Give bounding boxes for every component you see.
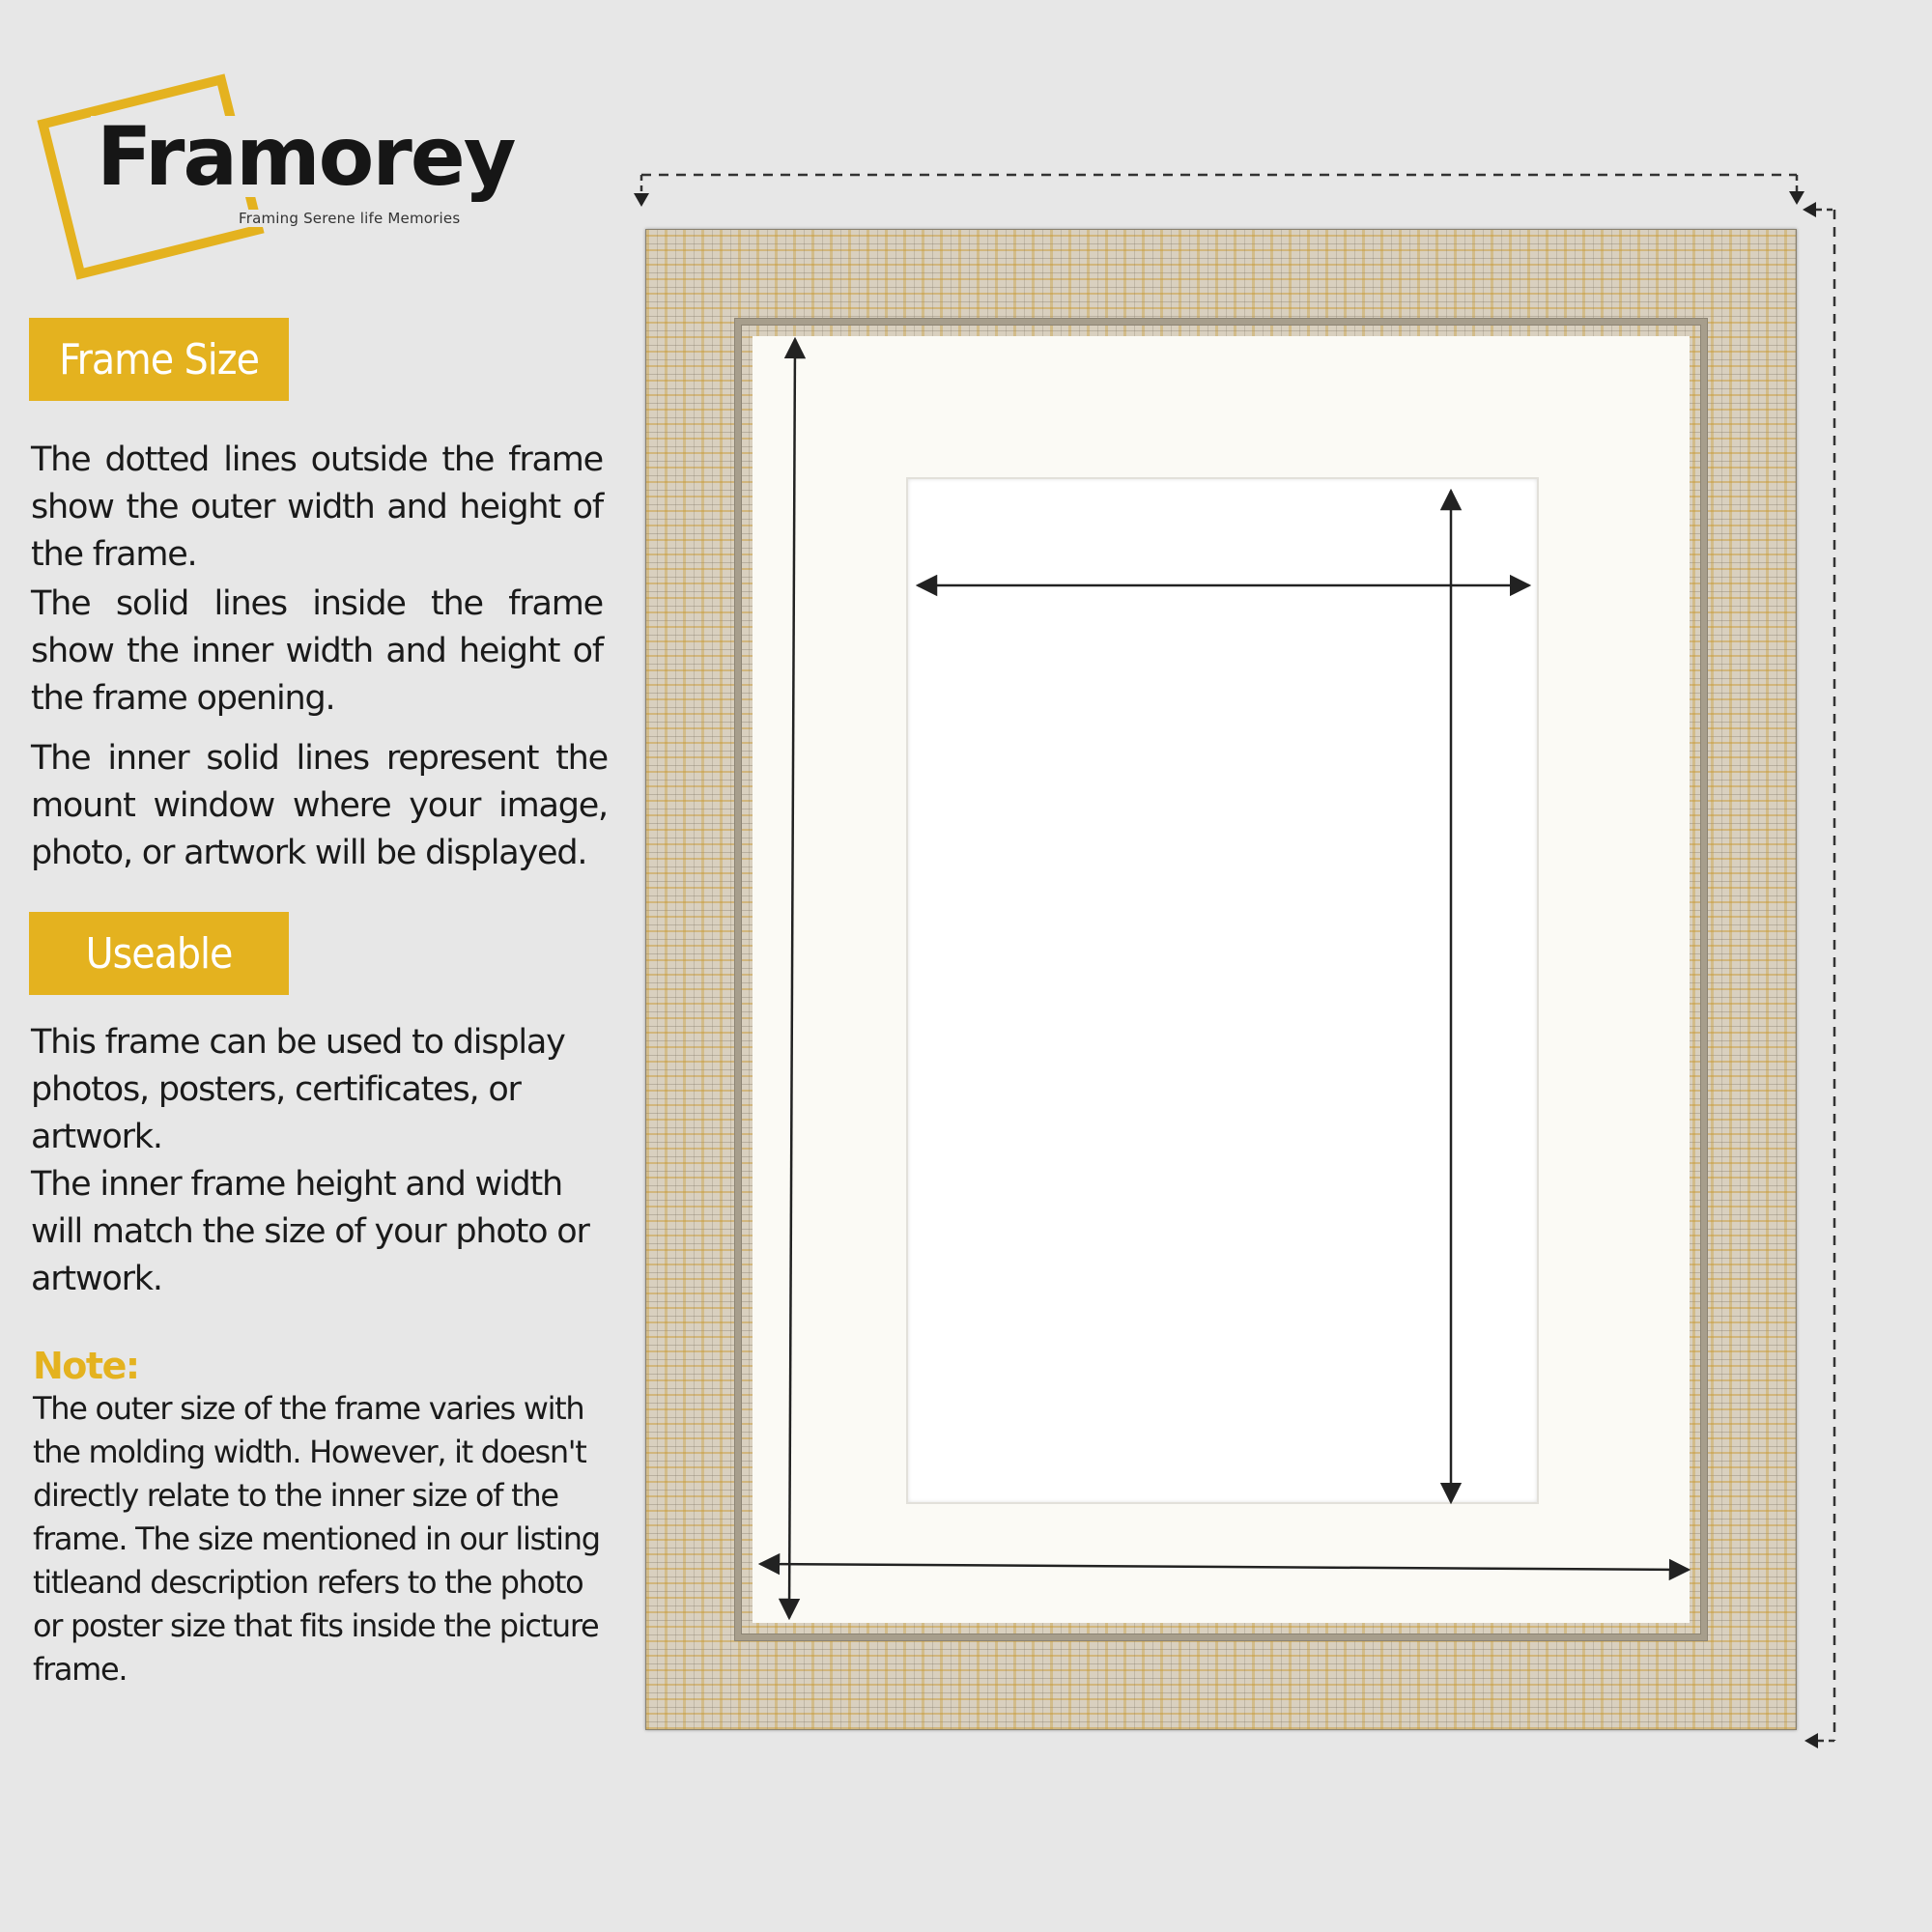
note-title: Note: [33, 1345, 139, 1387]
useable-heading: Useable [29, 912, 289, 995]
brand-logo [37, 68, 539, 270]
brand-name: Framorey [91, 116, 521, 197]
outer-size-description: The dotted lines outside the frame show the outer width and height of the frame. [31, 440, 603, 574]
size-match-description: The inner frame height and width will match the size of your photo or artwork. [31, 1165, 589, 1298]
dotted-arrow-outer-width-icon [634, 175, 1804, 207]
usage-description: This frame can be used to display photos, posters, certificates, or artwork. [31, 1023, 565, 1156]
mount-window [906, 477, 1539, 1504]
brand-tagline: Framing Serene life Memories [235, 210, 464, 227]
frame-size-heading: Frame Size [29, 318, 289, 401]
mount-window-description: The inner solid lines represent the mount window where your image, photo, or artwork will be displayed. [31, 739, 608, 872]
dotted-arrow-outer-height-icon [1803, 202, 1834, 1748]
inner-size-description: The solid lines inside the frame show the inner width and height of the frame opening. [31, 584, 603, 718]
note-body: The outer size of the frame varies with the molding width. However, it doesn't directly relate to the inner size of the frame. The size mentioned in our listing titleand description refers to the photo or poster size that fits inside the picture frame. [33, 1390, 600, 1688]
